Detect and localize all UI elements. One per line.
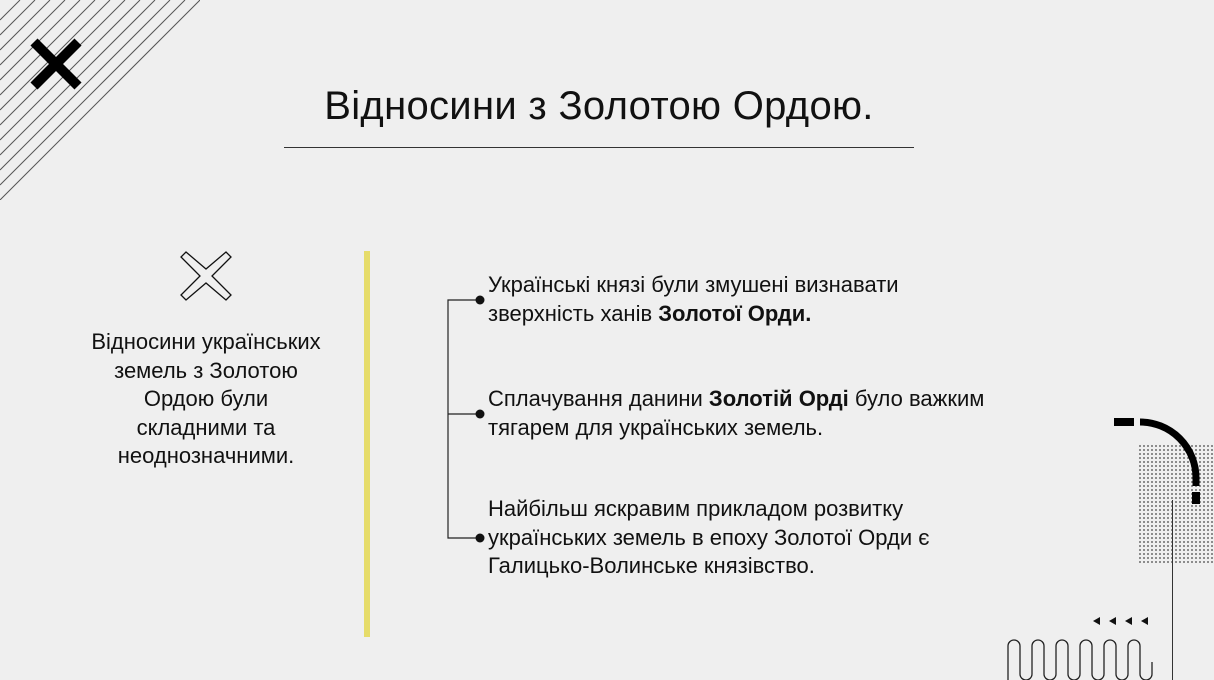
wave-icon: [1004, 632, 1156, 680]
bullet-text: Найбільш яскравим прикладом розвитку українських земель в епоху Золотої Орди є Галицько-Волинське князівство.: [488, 496, 930, 579]
diagonal-stripes-decoration: [0, 0, 200, 200]
bullet-text: Українські князі були змушені визнавати зверхність ханів: [488, 272, 899, 326]
title-underline: [284, 147, 914, 148]
intro-text: Відносини українських земель з Золотою Ордою були складними та неоднозначними.: [91, 329, 321, 469]
triangle-arrows-icon: [1090, 614, 1154, 628]
bullet-item: [488, 385, 1008, 442]
vertical-line-decoration: [1172, 500, 1173, 680]
bullet-item: [488, 495, 1008, 581]
bullet-item: [488, 271, 1008, 328]
bullet-text-bold: Золотої Орди.: [658, 300, 812, 326]
bullet-text: Сплачування данини: [488, 386, 709, 411]
accent-divider: [364, 251, 370, 637]
bullet-text-bold: Золотій Орді: [708, 386, 849, 411]
arc-icon: [1110, 412, 1214, 512]
bullet-connector: [440, 290, 486, 546]
bullet-text: було важким тягарем для українських земель.: [488, 386, 985, 440]
x-mark-icon: [30, 38, 82, 90]
page-title: Відносини з Золотою Ордою.: [324, 84, 874, 128]
x-outline-icon: [180, 251, 232, 301]
